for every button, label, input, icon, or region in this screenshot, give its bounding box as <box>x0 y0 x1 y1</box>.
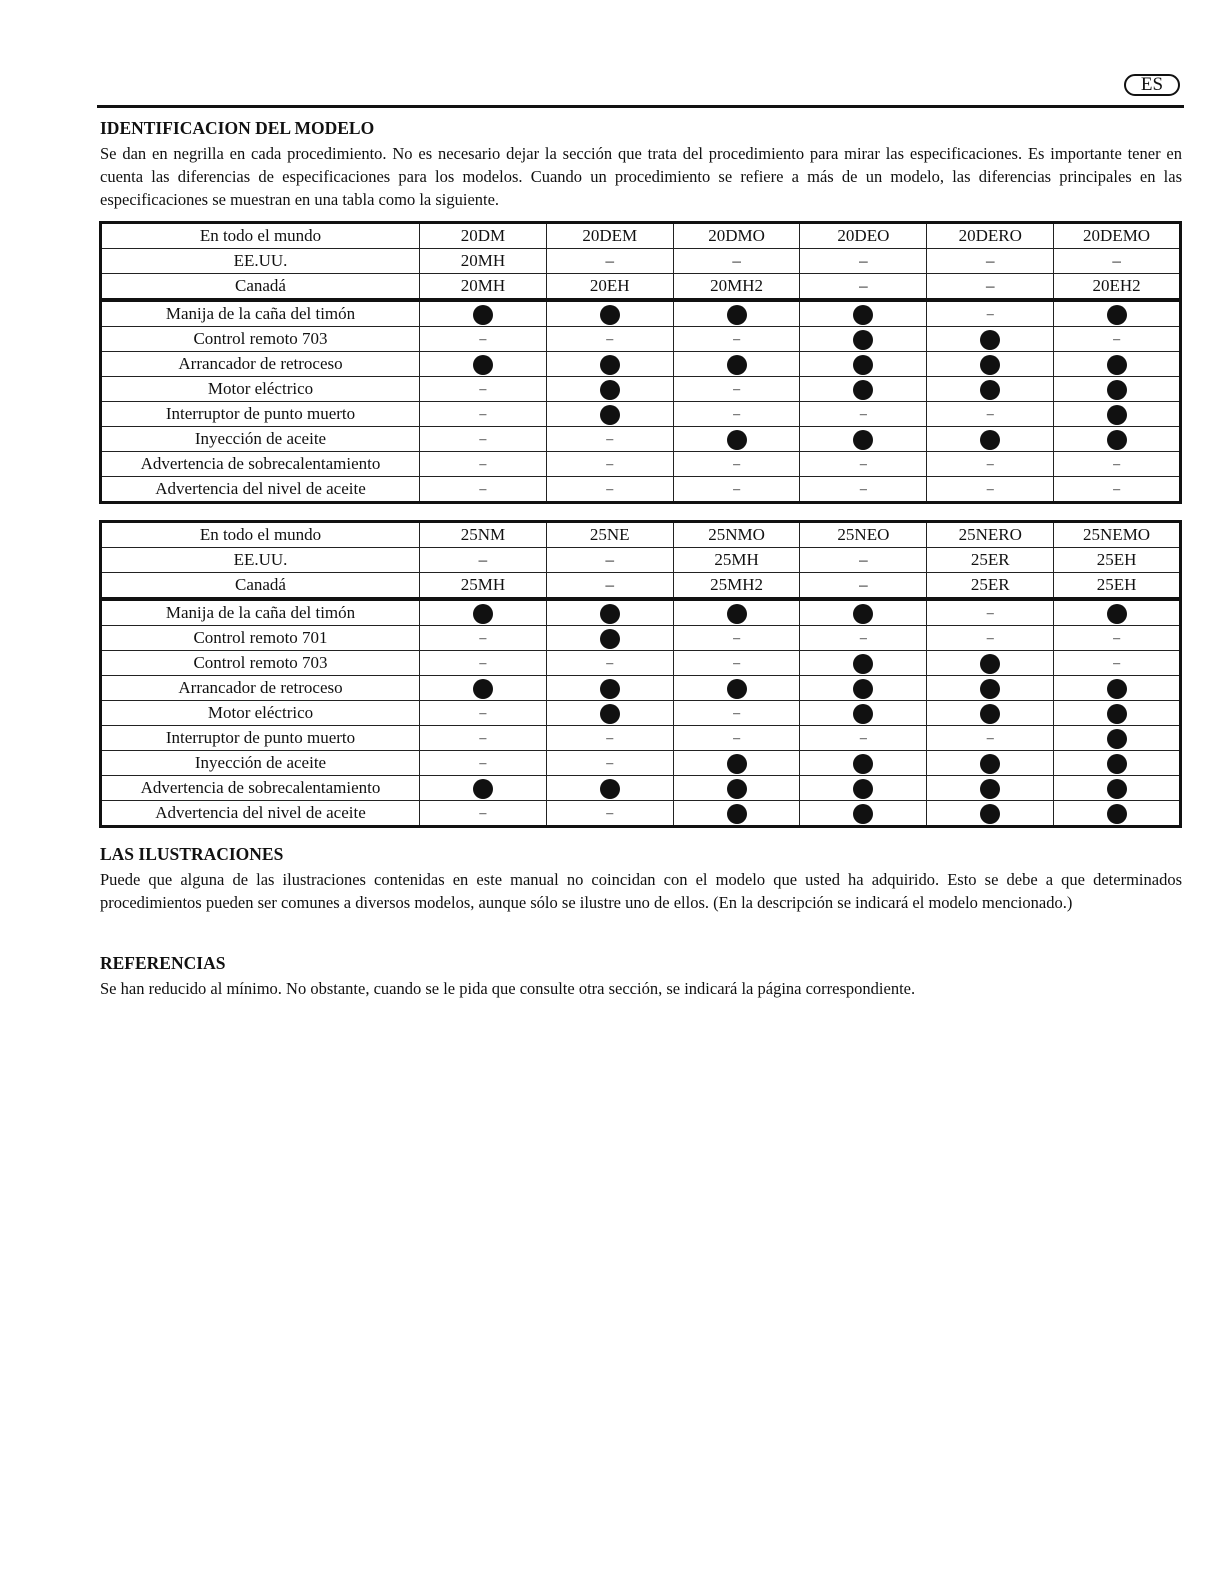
feature-present-cell <box>673 427 800 452</box>
feature-absent-cell <box>927 452 1054 477</box>
model-row <box>101 274 1181 301</box>
feature-present-cell <box>673 599 800 626</box>
feature-absent-cell <box>927 402 1054 427</box>
feature-present-cell <box>800 701 927 726</box>
feature-row <box>101 701 1181 726</box>
feature-absent-cell <box>800 402 927 427</box>
dash-mark: – <box>606 482 614 497</box>
filled-circle-icon <box>980 654 1000 674</box>
feature-absent-cell <box>673 726 800 751</box>
feature-absent-cell <box>420 651 547 676</box>
model-row <box>101 522 1181 548</box>
feature-row <box>101 452 1181 477</box>
filled-circle-icon <box>727 779 747 799</box>
model-code: 25EH <box>1054 573 1181 600</box>
dash-mark: – <box>479 482 487 497</box>
dash-mark: – <box>606 332 614 347</box>
market-label: Canadá <box>101 274 420 301</box>
filled-circle-icon <box>600 355 620 375</box>
model-code: 20EH2 <box>1054 274 1181 301</box>
feature-present-cell <box>800 352 927 377</box>
feature-row <box>101 427 1181 452</box>
feature-present-cell <box>800 300 927 327</box>
dash-mark: – <box>479 806 487 821</box>
dash-mark: – <box>986 482 994 497</box>
model-code: 20EH <box>546 274 673 301</box>
filled-circle-icon <box>1107 679 1127 699</box>
feature-present-cell <box>1054 402 1181 427</box>
feature-absent-cell <box>420 427 547 452</box>
feature-absent-cell <box>927 726 1054 751</box>
market-label: EE.UU. <box>101 249 420 274</box>
filled-circle-icon <box>1107 604 1127 624</box>
feature-row <box>101 676 1181 701</box>
feature-present-cell <box>546 402 673 427</box>
feature-absent-cell <box>673 626 800 651</box>
filled-circle-icon <box>1107 779 1127 799</box>
feature-absent-cell <box>420 327 547 352</box>
feature-present-cell <box>420 676 547 701</box>
feature-present-cell <box>420 300 547 327</box>
model-code: 25NEMO <box>1054 522 1181 548</box>
filled-circle-icon <box>600 779 620 799</box>
model-code: – <box>420 548 547 573</box>
feature-present-cell <box>800 427 927 452</box>
dash-mark: – <box>1113 482 1121 497</box>
feature-present-cell <box>673 676 800 701</box>
feature-present-cell <box>546 776 673 801</box>
feature-absent-cell <box>800 726 927 751</box>
dash-mark: – <box>1113 332 1121 347</box>
dash-mark: – <box>479 756 487 771</box>
dash-mark: – <box>479 706 487 721</box>
feature-row <box>101 801 1181 827</box>
feature-present-cell <box>546 377 673 402</box>
feature-present-cell <box>546 626 673 651</box>
dash-mark: – <box>606 756 614 771</box>
dash-mark: – <box>733 482 741 497</box>
feature-present-cell <box>546 352 673 377</box>
feature-present-cell <box>1054 676 1181 701</box>
filled-circle-icon <box>980 679 1000 699</box>
feature-label: Manija de la caña del timón <box>101 599 420 626</box>
feature-absent-cell <box>546 427 673 452</box>
model-code: 25ER <box>927 573 1054 600</box>
feature-absent-cell <box>420 402 547 427</box>
model-code: 25ER <box>927 548 1054 573</box>
filled-circle-icon <box>980 704 1000 724</box>
filled-circle-icon <box>853 380 873 400</box>
dash-mark: – <box>606 656 614 671</box>
feature-present-cell <box>673 751 800 776</box>
dash-mark: – <box>733 382 741 397</box>
dash-mark: – <box>733 731 741 746</box>
dash-mark: – <box>479 332 487 347</box>
feature-label: Advertencia de sobrecalentamiento <box>101 452 420 477</box>
feature-absent-cell <box>420 377 547 402</box>
feature-present-cell <box>546 676 673 701</box>
feature-present-cell <box>1054 751 1181 776</box>
feature-present-cell <box>546 300 673 327</box>
filled-circle-icon <box>980 779 1000 799</box>
dash-mark: – <box>986 606 994 621</box>
filled-circle-icon <box>727 604 747 624</box>
feature-present-cell <box>673 801 800 827</box>
feature-absent-cell <box>420 477 547 503</box>
model-row <box>101 249 1181 274</box>
feature-row <box>101 776 1181 801</box>
model-code: – <box>927 274 1054 301</box>
references-title: REFERENCIAS <box>100 953 226 973</box>
filled-circle-icon <box>853 355 873 375</box>
dash-mark: – <box>606 806 614 821</box>
model-code: 25MH <box>420 573 547 600</box>
feature-label: Inyección de aceite <box>101 751 420 776</box>
model-id-title: IDENTIFICACION DEL MODELO <box>100 118 375 138</box>
feature-present-cell <box>800 651 927 676</box>
feature-present-cell <box>1054 801 1181 827</box>
feature-row <box>101 300 1181 327</box>
filled-circle-icon <box>853 804 873 824</box>
feature-row <box>101 751 1181 776</box>
filled-circle-icon <box>473 779 493 799</box>
feature-present-cell <box>927 801 1054 827</box>
filled-circle-icon <box>853 779 873 799</box>
feature-present-cell <box>420 776 547 801</box>
market-label: En todo el mundo <box>101 223 420 249</box>
model-code: 20MH <box>420 274 547 301</box>
model-row <box>101 223 1181 249</box>
dash-mark: – <box>479 731 487 746</box>
dash-mark: – <box>986 407 994 422</box>
feature-absent-cell <box>420 751 547 776</box>
dash-mark: – <box>733 656 741 671</box>
dash-mark: – <box>1113 457 1121 472</box>
feature-absent-cell <box>800 477 927 503</box>
market-label: EE.UU. <box>101 548 420 573</box>
filled-circle-icon <box>727 804 747 824</box>
dash-mark: – <box>479 407 487 422</box>
dash-mark: – <box>733 457 741 472</box>
filled-circle-icon <box>473 679 493 699</box>
feature-row <box>101 626 1181 651</box>
feature-present-cell <box>673 300 800 327</box>
illustrations-title: LAS ILUSTRACIONES <box>100 844 284 864</box>
dash-mark: – <box>859 631 867 646</box>
filled-circle-icon <box>853 604 873 624</box>
feature-row <box>101 352 1181 377</box>
model-code: – <box>800 573 927 600</box>
feature-present-cell <box>927 701 1054 726</box>
feature-absent-cell <box>800 452 927 477</box>
filled-circle-icon <box>727 430 747 450</box>
feature-absent-cell <box>673 402 800 427</box>
spec-table-20 <box>99 221 1182 504</box>
dash-mark: – <box>606 432 614 447</box>
dash-mark: – <box>733 407 741 422</box>
filled-circle-icon <box>600 604 620 624</box>
filled-circle-icon <box>853 330 873 350</box>
feature-label: Control remoto 703 <box>101 651 420 676</box>
feature-absent-cell <box>546 751 673 776</box>
filled-circle-icon <box>600 380 620 400</box>
model-code: – <box>546 573 673 600</box>
feature-label: Control remoto 701 <box>101 626 420 651</box>
feature-row <box>101 377 1181 402</box>
model-code: 20DEO <box>800 223 927 249</box>
dash-mark: – <box>606 731 614 746</box>
feature-absent-cell <box>546 801 673 827</box>
dash-mark: – <box>479 457 487 472</box>
feature-present-cell <box>927 327 1054 352</box>
model-code: 25MH <box>673 548 800 573</box>
feature-present-cell <box>1054 427 1181 452</box>
filled-circle-icon <box>980 355 1000 375</box>
feature-present-cell <box>1054 726 1181 751</box>
feature-absent-cell <box>546 477 673 503</box>
filled-circle-icon <box>473 355 493 375</box>
feature-present-cell <box>546 599 673 626</box>
spec-table-25 <box>99 520 1182 828</box>
model-code: 20DEM <box>546 223 673 249</box>
feature-present-cell <box>927 377 1054 402</box>
filled-circle-icon <box>1107 754 1127 774</box>
model-row <box>101 548 1181 573</box>
feature-present-cell <box>927 427 1054 452</box>
filled-circle-icon <box>980 804 1000 824</box>
filled-circle-icon <box>1107 380 1127 400</box>
feature-absent-cell <box>420 726 547 751</box>
dash-mark: – <box>859 407 867 422</box>
filled-circle-icon <box>727 754 747 774</box>
feature-label: Interruptor de punto muerto <box>101 402 420 427</box>
feature-absent-cell <box>1054 452 1181 477</box>
dash-mark: – <box>986 307 994 322</box>
feature-label: Arrancador de retroceso <box>101 676 420 701</box>
feature-absent-cell <box>420 626 547 651</box>
feature-label: Advertencia del nivel de aceite <box>101 801 420 827</box>
filled-circle-icon <box>853 654 873 674</box>
filled-circle-icon <box>853 754 873 774</box>
dash-mark: – <box>733 706 741 721</box>
feature-present-cell <box>800 377 927 402</box>
filled-circle-icon <box>980 754 1000 774</box>
feature-present-cell <box>1054 701 1181 726</box>
filled-circle-icon <box>600 679 620 699</box>
illustrations-text: Puede que alguna de las ilustraciones contenidas en este manual no coincidan con el modelo que usted ha adquirido. Esto se debe a que determinados procedimientos pueden ser comunes a diversos modelos, aunque sólo se ilustre uno de ellos. (En la descripción se indicará el modelo mencionado.) <box>100 870 1182 912</box>
feature-absent-cell <box>927 599 1054 626</box>
feature-present-cell <box>1054 599 1181 626</box>
feature-present-cell <box>800 676 927 701</box>
filled-circle-icon <box>1107 704 1127 724</box>
model-code: 25NM <box>420 522 547 548</box>
dash-mark: – <box>1113 631 1121 646</box>
filled-circle-icon <box>853 305 873 325</box>
filled-circle-icon <box>853 430 873 450</box>
model-row <box>101 573 1181 600</box>
filled-circle-icon <box>1107 430 1127 450</box>
feature-label: Inyección de aceite <box>101 427 420 452</box>
feature-present-cell <box>1054 776 1181 801</box>
feature-row <box>101 327 1181 352</box>
feature-present-cell <box>800 599 927 626</box>
filled-circle-icon <box>600 305 620 325</box>
feature-label: Motor eléctrico <box>101 701 420 726</box>
model-code: 20MH <box>420 249 547 274</box>
filled-circle-icon <box>1107 305 1127 325</box>
model-code: – <box>546 249 673 274</box>
feature-present-cell <box>927 352 1054 377</box>
feature-absent-cell <box>1054 651 1181 676</box>
feature-label: Advertencia del nivel de aceite <box>101 477 420 503</box>
filled-circle-icon <box>1107 355 1127 375</box>
feature-absent-cell <box>420 801 547 827</box>
filled-circle-icon <box>727 355 747 375</box>
feature-absent-cell <box>673 452 800 477</box>
feature-absent-cell <box>673 651 800 676</box>
filled-circle-icon <box>473 604 493 624</box>
language-badge: ES <box>1124 74 1180 96</box>
feature-absent-cell <box>800 626 927 651</box>
feature-present-cell <box>546 701 673 726</box>
dash-mark: – <box>986 631 994 646</box>
feature-label: Manija de la caña del timón <box>101 300 420 327</box>
dash-mark: – <box>986 731 994 746</box>
model-code: – <box>800 274 927 301</box>
filled-circle-icon <box>600 629 620 649</box>
dash-mark: – <box>606 457 614 472</box>
feature-present-cell <box>420 352 547 377</box>
filled-circle-icon <box>853 679 873 699</box>
feature-absent-cell <box>927 477 1054 503</box>
filled-circle-icon <box>473 305 493 325</box>
feature-present-cell <box>927 751 1054 776</box>
model-code: 20DM <box>420 223 547 249</box>
feature-row <box>101 477 1181 503</box>
feature-label: Advertencia de sobrecalentamiento <box>101 776 420 801</box>
feature-absent-cell <box>673 477 800 503</box>
feature-absent-cell <box>1054 626 1181 651</box>
model-code: 20DEMO <box>1054 223 1181 249</box>
feature-row <box>101 726 1181 751</box>
market-label: Canadá <box>101 573 420 600</box>
dash-mark: – <box>479 432 487 447</box>
model-code: – <box>546 548 673 573</box>
model-code: – <box>1054 249 1181 274</box>
feature-present-cell <box>800 751 927 776</box>
market-label: En todo el mundo <box>101 522 420 548</box>
dash-mark: – <box>479 382 487 397</box>
filled-circle-icon <box>727 305 747 325</box>
feature-present-cell <box>927 651 1054 676</box>
feature-absent-cell <box>673 377 800 402</box>
feature-absent-cell <box>673 327 800 352</box>
feature-row <box>101 402 1181 427</box>
model-code: – <box>927 249 1054 274</box>
feature-present-cell <box>1054 300 1181 327</box>
feature-row <box>101 599 1181 626</box>
feature-absent-cell <box>673 701 800 726</box>
filled-circle-icon <box>853 704 873 724</box>
dash-mark: – <box>479 656 487 671</box>
model-code: 20DERO <box>927 223 1054 249</box>
feature-present-cell <box>800 776 927 801</box>
model-code: – <box>673 249 800 274</box>
feature-absent-cell <box>1054 327 1181 352</box>
dash-mark: – <box>859 482 867 497</box>
header-rule <box>97 105 1184 108</box>
feature-absent-cell <box>546 651 673 676</box>
feature-absent-cell <box>546 327 673 352</box>
dash-mark: – <box>859 731 867 746</box>
feature-present-cell <box>800 801 927 827</box>
feature-label: Arrancador de retroceso <box>101 352 420 377</box>
model-code: 25EH <box>1054 548 1181 573</box>
feature-absent-cell <box>927 626 1054 651</box>
dash-mark: – <box>733 332 741 347</box>
feature-absent-cell <box>420 701 547 726</box>
feature-absent-cell <box>420 452 547 477</box>
dash-mark: – <box>733 631 741 646</box>
filled-circle-icon <box>600 704 620 724</box>
dash-mark: – <box>859 457 867 472</box>
filled-circle-icon <box>980 430 1000 450</box>
filled-circle-icon <box>1107 804 1127 824</box>
filled-circle-icon <box>600 405 620 425</box>
feature-present-cell <box>927 676 1054 701</box>
model-code: – <box>800 249 927 274</box>
filled-circle-icon <box>980 380 1000 400</box>
filled-circle-icon <box>1107 729 1127 749</box>
model-id-text: Se dan en negrilla en cada procedimiento. No es necesario dejar la sección que trata del procedimiento para mirar las especificaciones. Es importante tener en cuenta las diferencias de especificaciones para los modelos. Cuando un procedimiento se refiere a más de un modelo, las diferencias principales en las especificaciones se muestran en una tabla como la siguiente. <box>100 144 1182 209</box>
feature-present-cell <box>800 327 927 352</box>
feature-label: Control remoto 703 <box>101 327 420 352</box>
model-code: 25NERO <box>927 522 1054 548</box>
dash-mark: – <box>1113 656 1121 671</box>
feature-row <box>101 651 1181 676</box>
dash-mark: – <box>986 457 994 472</box>
feature-absent-cell <box>1054 477 1181 503</box>
model-code: 25NE <box>546 522 673 548</box>
feature-present-cell <box>927 776 1054 801</box>
feature-present-cell <box>1054 377 1181 402</box>
dash-mark: – <box>479 631 487 646</box>
feature-present-cell <box>1054 352 1181 377</box>
feature-absent-cell <box>546 726 673 751</box>
model-code: 25MH2 <box>673 573 800 600</box>
model-code: 20MH2 <box>673 274 800 301</box>
feature-present-cell <box>420 599 547 626</box>
references-text: Se han reducido al mínimo. No obstante, cuando se le pida que consulte otra sección, se indicará la página correspondiente. <box>100 979 916 998</box>
model-code: – <box>800 548 927 573</box>
filled-circle-icon <box>980 330 1000 350</box>
feature-present-cell <box>673 776 800 801</box>
feature-absent-cell <box>546 452 673 477</box>
feature-present-cell <box>673 352 800 377</box>
feature-label: Motor eléctrico <box>101 377 420 402</box>
model-code: 25NMO <box>673 522 800 548</box>
model-code: 20DMO <box>673 223 800 249</box>
feature-label: Interruptor de punto muerto <box>101 726 420 751</box>
filled-circle-icon <box>1107 405 1127 425</box>
model-code: 25NEO <box>800 522 927 548</box>
feature-absent-cell <box>927 300 1054 327</box>
filled-circle-icon <box>727 679 747 699</box>
